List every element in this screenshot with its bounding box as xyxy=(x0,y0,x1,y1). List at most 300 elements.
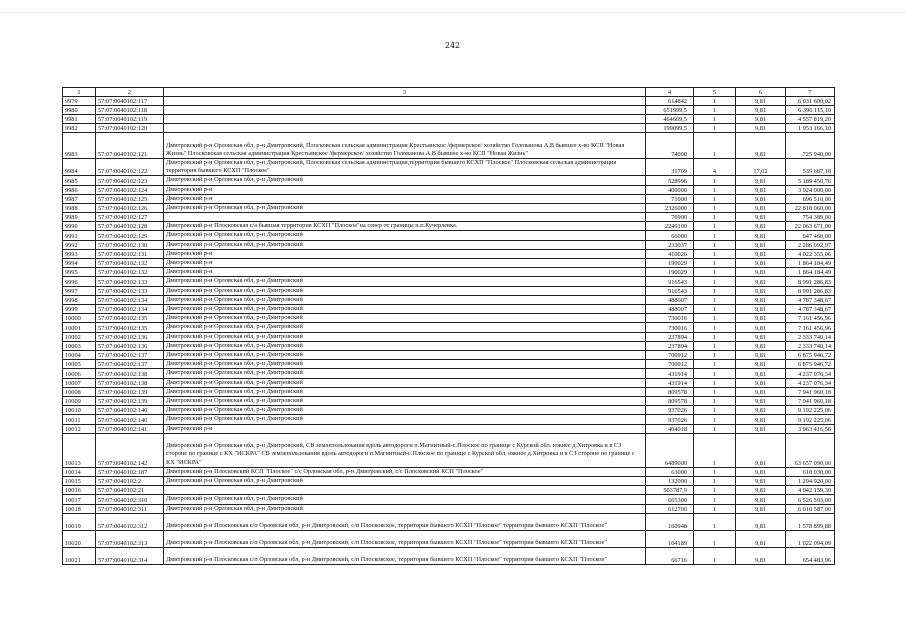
area-cell: 66716 xyxy=(646,547,694,564)
area-cell: 937026 xyxy=(646,415,694,424)
row-number-cell: 10013 xyxy=(63,433,96,467)
row-number-cell: 9988 xyxy=(63,204,96,213)
quantity-cell: 1 xyxy=(694,176,736,185)
description-cell: Дмитровский р-н Орловская обл, р-н Дмитровский xyxy=(164,387,646,396)
coefficient-cell: 9,81 xyxy=(736,305,786,314)
header-row xyxy=(63,88,835,97)
value-cell: 22 063 671,00 xyxy=(786,222,835,231)
coefficient-cell: 9,81 xyxy=(736,495,786,504)
area-cell: 464609,5 xyxy=(646,115,694,124)
table-row xyxy=(63,277,835,286)
description-cell: Дмитровский р-н Орловская обл, р-н Дмитровский xyxy=(164,504,646,513)
description-cell: Дмитровский р-н xyxy=(164,259,646,268)
quantity-cell: 1 xyxy=(694,295,736,304)
quantity-cell: 1 xyxy=(694,259,736,268)
area-cell: 2326000 xyxy=(646,204,694,213)
header-cell: 6 xyxy=(736,88,786,97)
area-cell: 199099,5 xyxy=(646,124,694,133)
area-cell: 612700 xyxy=(646,504,694,513)
description-cell: Дмитровский р-н Орловская обл, р-н Дмитровский xyxy=(164,341,646,350)
cadastral-number-cell: 57:07:0040102:128 xyxy=(96,222,164,231)
table-row xyxy=(63,433,835,467)
cadastral-number-cell: 57:07:0040102:133 xyxy=(96,277,164,286)
cadastral-number-cell: 57:07:0040102:123 xyxy=(96,176,164,185)
row-number-cell: 10014 xyxy=(63,467,96,476)
header-cell: 1 xyxy=(63,88,96,97)
row-number-cell: 9983 xyxy=(63,133,96,159)
value-cell: 7 161 456,96 xyxy=(786,314,835,323)
value-cell: 3 963 416,58 xyxy=(786,424,835,433)
coefficient-cell: 9,81 xyxy=(736,314,786,323)
row-number-cell: 9984 xyxy=(63,159,96,176)
cadastral-number-cell: 57:07:0040102:134 xyxy=(96,305,164,314)
description-cell: Дмитровский р-н Плосковский КСП "Плоское" с/с Орловская обл, р-н Дмитровский, с/с Плосковский КСП "Плоское" xyxy=(164,467,646,476)
coefficient-cell: 9,81 xyxy=(736,249,786,258)
row-number-cell: 10002 xyxy=(63,332,96,341)
row-number-cell: 9992 xyxy=(63,240,96,249)
table-row xyxy=(63,495,835,504)
quantity-cell: 1 xyxy=(694,323,736,332)
cadastral-number-cell: 57:07:0040102:142 xyxy=(96,433,164,467)
quantity-cell: 1 xyxy=(694,504,736,513)
row-number-cell: 10004 xyxy=(63,351,96,360)
area-cell: 63000 xyxy=(646,467,694,476)
quantity-cell: 1 xyxy=(694,467,736,476)
table-row xyxy=(63,387,835,396)
table-row xyxy=(63,467,835,476)
value-cell: 1 864 184,49 xyxy=(786,259,835,268)
value-cell: 8 991 286,83 xyxy=(786,286,835,295)
coefficient-cell: 9,81 xyxy=(736,176,786,185)
value-cell: 22 818 060,00 xyxy=(786,204,835,213)
row-number-cell: 10001 xyxy=(63,323,96,332)
area-cell: 190029 xyxy=(646,259,694,268)
table-row xyxy=(63,332,835,341)
row-number-cell: 9986 xyxy=(63,185,96,194)
table-row xyxy=(63,323,835,332)
header-cell: 2 xyxy=(96,88,164,97)
area-cell: 488007 xyxy=(646,305,694,314)
cadastral-number-cell: 57:07:0040102:311 xyxy=(96,504,164,513)
table-row xyxy=(63,314,835,323)
value-cell: 2 286 092,97 xyxy=(786,240,835,249)
description-cell: Дмитровский р-н Плосковская с/а бывшая территория КСХП "Плоское"на север от границы н.п.Кучерлевка. xyxy=(164,222,646,231)
description-cell: Дмитровский р-н Орловская обл, р-н Дмитровский xyxy=(164,351,646,360)
table-row xyxy=(63,513,835,530)
area-cell: 31709 xyxy=(646,159,694,176)
coefficient-cell: 9,81 xyxy=(736,295,786,304)
quantity-cell: 1 xyxy=(694,415,736,424)
value-cell: 4 237 076,34 xyxy=(786,378,835,387)
value-cell: 696 510,00 xyxy=(786,194,835,203)
cadastral-number-cell: 57:07:0040102:129 xyxy=(96,231,164,240)
cadastral-number-cell: 57:07:0040102:141 xyxy=(96,424,164,433)
area-cell: 76900 xyxy=(646,213,694,222)
coefficient-cell: 9,81 xyxy=(736,194,786,203)
cadastral-number-cell: 57:07:0040102:117 xyxy=(96,97,164,106)
description-cell: Дмитровский р-н xyxy=(164,268,646,277)
cadastral-number-cell: 57:07:0040102:125 xyxy=(96,194,164,203)
row-number-cell: 9980 xyxy=(63,106,96,115)
description-cell: Дмитровский р-н xyxy=(164,185,646,194)
area-cell: 700912 xyxy=(646,360,694,369)
value-cell: 7 941 960,18 xyxy=(786,387,835,396)
coefficient-cell: 9,81 xyxy=(736,231,786,240)
area-cell: 488007 xyxy=(646,295,694,304)
row-number-cell: 9985 xyxy=(63,176,96,185)
quantity-cell: 1 xyxy=(694,305,736,314)
value-cell: 4 022 355,06 xyxy=(786,249,835,258)
header-cell: 3 xyxy=(164,88,646,97)
description-cell: Дмитровский р-н Орловская обл, р-н Дмитровский xyxy=(164,277,646,286)
coefficient-cell: 9,81 xyxy=(736,185,786,194)
cadastral-number-cell: 57:07:0040102:2 xyxy=(96,477,164,486)
quantity-cell: 1 xyxy=(694,486,736,495)
row-number-cell: 9993 xyxy=(63,249,96,258)
table-row xyxy=(63,406,835,415)
cadastral-number-cell: 57:07:0040102:139 xyxy=(96,387,164,396)
coefficient-cell: 9,81 xyxy=(736,530,786,547)
value-cell: 6 010 587,00 xyxy=(786,504,835,513)
coefficient-cell: 9,81 xyxy=(736,277,786,286)
description-cell: Дмитровский р-н Орловская обл, р-н Дмитровский, СВ землепользования вдоль автодороги п.Магнитный-с.Плоское по границе с Курской обл. южнее д.Хитровка и в СЗ стороне по границе с КХ "ИСКРА" СВ землепользования вдоль автодороги п.Магнитный-с.Плоское по границе с Курской обл. южнее д.Хитровка и в СЗ стороне по границе с КХ "ИСКРА" xyxy=(164,433,646,467)
cadastral-number-cell: 57:07:0040102:140 xyxy=(96,415,164,424)
area-cell: 104189 xyxy=(646,530,694,547)
table-row xyxy=(63,369,835,378)
row-number-cell: 10021 xyxy=(63,547,96,564)
cadastral-number-cell: 57:07:0040102:119 xyxy=(96,115,164,124)
value-cell: 1 864 184,49 xyxy=(786,268,835,277)
quantity-cell: 1 xyxy=(694,222,736,231)
coefficient-cell: 9,81 xyxy=(736,106,786,115)
description-cell: Дмитровский р-н Орловская обл, р-н Дмитровский xyxy=(164,286,646,295)
quantity-cell: 1 xyxy=(694,513,736,530)
register-table xyxy=(62,87,835,565)
row-number-cell: 10005 xyxy=(63,360,96,369)
cadastral-number-cell: 57:07:0040102:122 xyxy=(96,159,164,176)
coefficient-cell: 9,81 xyxy=(736,115,786,124)
area-cell: 916543 xyxy=(646,286,694,295)
quantity-cell: 1 xyxy=(694,378,736,387)
row-number-cell: 10007 xyxy=(63,378,96,387)
coefficient-cell: 9,81 xyxy=(736,513,786,530)
table-row xyxy=(63,115,835,124)
quantity-cell: 1 xyxy=(694,387,736,396)
row-number-cell: 10015 xyxy=(63,477,96,486)
table-row xyxy=(63,286,835,295)
description-cell: Дмитровский р-н Орловская обл, р-н Дмитровский xyxy=(164,323,646,332)
cadastral-number-cell: 57:07:0040102:127 xyxy=(96,213,164,222)
row-number-cell: 9987 xyxy=(63,194,96,203)
description-cell: Дмитровский р-н Орловская обл, р-н Дмитровский xyxy=(164,240,646,249)
row-number-cell: 10018 xyxy=(63,504,96,513)
quantity-cell: 1 xyxy=(694,397,736,406)
quantity-cell: 1 xyxy=(694,286,736,295)
cadastral-number-cell: 57:07:0040102:139 xyxy=(96,397,164,406)
value-cell: 1 578 899,88 xyxy=(786,513,835,530)
coefficient-cell: 9,81 xyxy=(736,240,786,249)
table-row xyxy=(63,204,835,213)
value-cell: 654 483,96 xyxy=(786,547,835,564)
cadastral-number-cell: 57:07:0040102:133 xyxy=(96,286,164,295)
row-number-cell: 10003 xyxy=(63,341,96,350)
coefficient-cell: 9,81 xyxy=(736,378,786,387)
description-cell xyxy=(164,124,646,133)
description-cell: Дмитровский р-н Орловская обл, р-н Дмитровский xyxy=(164,332,646,341)
table-row xyxy=(63,159,835,176)
quantity-cell: 1 xyxy=(694,495,736,504)
quantity-cell: 1 xyxy=(694,268,736,277)
quantity-cell: 1 xyxy=(694,547,736,564)
coefficient-cell: 9,81 xyxy=(736,97,786,106)
cadastral-number-cell: 57:07:0040102:131 xyxy=(96,249,164,258)
description-cell: Дмитровский р-н Орловская обл, р-н Дмитровский xyxy=(164,305,646,314)
description-cell: Дмитровский р-н Орловская обл, р-н Дмитровский xyxy=(164,477,646,486)
quantity-cell: 1 xyxy=(694,240,736,249)
value-cell: 1 022 094,09 xyxy=(786,530,835,547)
value-cell: 725 940,00 xyxy=(786,133,835,159)
description-cell xyxy=(164,115,646,124)
table-row xyxy=(63,397,835,406)
row-number-cell: 9994 xyxy=(63,259,96,268)
coefficient-cell: 9,81 xyxy=(736,424,786,433)
row-number-cell: 10016 xyxy=(63,486,96,495)
description-cell: Дмитровский р-н xyxy=(164,249,646,258)
coefficient-cell: 9,81 xyxy=(736,124,786,133)
value-cell: 6 031 600,02 xyxy=(786,97,835,106)
cadastral-number-cell: 57:07:0040102:132 xyxy=(96,259,164,268)
coefficient-cell: 9,81 xyxy=(736,360,786,369)
area-cell: 614842 xyxy=(646,97,694,106)
area-cell: 66000 xyxy=(646,231,694,240)
row-number-cell: 9990 xyxy=(63,222,96,231)
coefficient-cell: 9,81 xyxy=(736,268,786,277)
row-number-cell: 10012 xyxy=(63,424,96,433)
area-cell: 431914 xyxy=(646,369,694,378)
row-number-cell: 10000 xyxy=(63,314,96,323)
coefficient-cell: 9,81 xyxy=(736,133,786,159)
table-row xyxy=(63,268,835,277)
value-cell: 4 237 076,34 xyxy=(786,369,835,378)
description-cell: Дмитровский р-н Орловская обл, р-н Дмитровский xyxy=(164,295,646,304)
description-cell: Дмитровский р-н xyxy=(164,194,646,203)
cadastral-number-cell: 57:07:0040102:138 xyxy=(96,369,164,378)
value-cell: 5 189 450,76 xyxy=(786,176,835,185)
description-cell: Дмитровский р-н Плосковская с/п Орловская обл, р-н Дмитровский, с/п Плосковское, территория бывшего КСХП "Плоское" территория бывшего КСХП "Плоское" xyxy=(164,513,646,530)
description-cell: Дмитровский р-н Орловская обл, р-н Дмитровский xyxy=(164,378,646,387)
area-cell: 730016 xyxy=(646,323,694,332)
coefficient-cell: 9,81 xyxy=(736,406,786,415)
cadastral-number-cell: 57:07:0040102:135 xyxy=(96,314,164,323)
quantity-cell: 1 xyxy=(694,341,736,350)
row-number-cell: 10017 xyxy=(63,495,96,504)
row-number-cell: 9981 xyxy=(63,115,96,124)
description-cell: Дмитровский р-н Орловская обл, р-н Дмитровский xyxy=(164,231,646,240)
table-row xyxy=(63,106,835,115)
quantity-cell: 1 xyxy=(694,194,736,203)
table-row xyxy=(63,176,835,185)
value-cell: 4 942 159,30 xyxy=(786,486,835,495)
row-number-cell: 9996 xyxy=(63,277,96,286)
coefficient-cell: 9,81 xyxy=(736,351,786,360)
description-cell: Дмитровский р-н Орловская обл, р-н Дмитровский xyxy=(164,204,646,213)
table-row xyxy=(63,424,835,433)
description-cell: Дмитровский р-н Орловская обл, р-н Дмитровский, Плосковская сельская администрация Крестьянское /фермерское/ хозяйство Голованова А.В бывшее х-во КСП "Новая Жизнь" Плосковская сельская администрация Крестьянское /фермерское/ хозяйство Голованова А.В бывшее х-во КСП "Новая Жизнь" xyxy=(164,133,646,159)
cadastral-number-cell: 57:07:0040102:118 xyxy=(96,106,164,115)
cadastral-number-cell: 57:07:0040102:313 xyxy=(96,530,164,547)
description-cell: Дмитровский р-н Плосковская с/п Орловская обл, р-н Дмитровский, с/п Плосковское, территория бывшего КСХП "Плоское" территория бывшего КСХП "Плоское" xyxy=(164,547,646,564)
row-number-cell: 9999 xyxy=(63,305,96,314)
row-number-cell: 10008 xyxy=(63,387,96,396)
coefficient-cell: 9,81 xyxy=(736,547,786,564)
quantity-cell: 1 xyxy=(694,433,736,467)
area-cell: 132000 xyxy=(646,477,694,486)
cadastral-number-cell: 57:07:0040102:121 xyxy=(96,133,164,159)
area-cell: 809578 xyxy=(646,397,694,406)
table-row xyxy=(63,378,835,387)
area-cell: 237894 xyxy=(646,341,694,350)
area-cell: 431914 xyxy=(646,378,694,387)
quantity-cell: 1 xyxy=(694,204,736,213)
cadastral-number-cell: 57:07:0040102:137 xyxy=(96,351,164,360)
table-row xyxy=(63,124,835,133)
value-cell: 6 526 593,00 xyxy=(786,495,835,504)
description-cell: Дмитровский р-н Орловская обл, р-н Дмитровский xyxy=(164,314,646,323)
description-cell xyxy=(164,106,646,115)
quantity-cell: 1 xyxy=(694,133,736,159)
table-row xyxy=(63,194,835,203)
page-number: 242 xyxy=(444,41,461,50)
area-cell: 700912 xyxy=(646,351,694,360)
cadastral-number-cell: 57:07:0040102:136 xyxy=(96,332,164,341)
coefficient-cell: 9,81 xyxy=(736,415,786,424)
row-number-cell: 10019 xyxy=(63,513,96,530)
cadastral-number-cell: 57:07:0040102:310 xyxy=(96,495,164,504)
table-row xyxy=(63,486,835,495)
area-cell: 730016 xyxy=(646,314,694,323)
quantity-cell: 1 xyxy=(694,369,736,378)
coefficient-cell: 9,81 xyxy=(736,332,786,341)
description-cell: Дмитровский р-н Орловская обл, р-н Дмитровский xyxy=(164,406,646,415)
area-cell: 410026 xyxy=(646,249,694,258)
description-cell xyxy=(164,213,646,222)
row-number-cell: 10020 xyxy=(63,530,96,547)
area-cell: 2249100 xyxy=(646,222,694,231)
value-cell: 4 787 348,67 xyxy=(786,305,835,314)
table-row xyxy=(63,231,835,240)
row-number-cell: 9979 xyxy=(63,97,96,106)
area-cell: 71000 xyxy=(646,194,694,203)
row-number-cell: 9982 xyxy=(63,124,96,133)
area-cell: 74000 xyxy=(646,133,694,159)
table-row xyxy=(63,295,835,304)
description-cell: Дмитровский р-н xyxy=(164,424,646,433)
quantity-cell: 1 xyxy=(694,106,736,115)
quantity-cell: 1 xyxy=(694,231,736,240)
table-row xyxy=(63,341,835,350)
header-cell: 7 xyxy=(786,88,835,97)
quantity-cell: 1 xyxy=(694,360,736,369)
value-cell: 1 953 166,10 xyxy=(786,124,835,133)
cadastral-number-cell: 57:07:0040102:135 xyxy=(96,323,164,332)
row-number-cell: 10006 xyxy=(63,369,96,378)
row-number-cell: 9995 xyxy=(63,268,96,277)
quantity-cell: 1 xyxy=(694,351,736,360)
area-cell: 528996 xyxy=(646,176,694,185)
coefficient-cell: 9,81 xyxy=(736,286,786,295)
row-number-cell: 10009 xyxy=(63,397,96,406)
coefficient-cell: 17,02 xyxy=(736,159,786,176)
coefficient-cell: 9,81 xyxy=(736,486,786,495)
quantity-cell: 1 xyxy=(694,332,736,341)
table-row xyxy=(63,97,835,106)
value-cell: 2 333 740,14 xyxy=(786,341,835,350)
coefficient-cell: 9,81 xyxy=(736,397,786,406)
area-cell: 916543 xyxy=(646,277,694,286)
row-number-cell: 9991 xyxy=(63,231,96,240)
value-cell: 2 333 740,14 xyxy=(786,332,835,341)
description-cell xyxy=(164,97,646,106)
coefficient-cell: 9,81 xyxy=(736,477,786,486)
coefficient-cell: 9,81 xyxy=(736,222,786,231)
description-cell: Дмитровский р-н Орловская обл, р-н Дмитровский xyxy=(164,397,646,406)
table-row xyxy=(63,249,835,258)
table-row xyxy=(63,213,835,222)
area-cell: 233037 xyxy=(646,240,694,249)
value-cell: 618 030,00 xyxy=(786,467,835,476)
coefficient-cell: 9,81 xyxy=(736,204,786,213)
coefficient-cell: 9,81 xyxy=(736,213,786,222)
cadastral-number-cell: 57:07:0040102:138 xyxy=(96,378,164,387)
area-cell: 503787,9 xyxy=(646,486,694,495)
description-cell: Дмитровский р-н Орловская обл, р-н Дмитровский xyxy=(164,360,646,369)
cadastral-number-cell: 57:07:0040102:120 xyxy=(96,124,164,133)
description-cell: Дмитровский р-н Плосковская с/п Орловская обл, р-н Дмитровский, с/п Плосковское, территория бывшего КСХП "Плоское" территория бывшего КСХП "Плоское" xyxy=(164,530,646,547)
row-number-cell: 9997 xyxy=(63,286,96,295)
table-row xyxy=(63,185,835,194)
row-number-cell: 10011 xyxy=(63,415,96,424)
area-cell: 160948 xyxy=(646,513,694,530)
value-cell: 6 875 946,72 xyxy=(786,351,835,360)
quantity-cell: 1 xyxy=(694,277,736,286)
value-cell: 7 941 960,18 xyxy=(786,397,835,406)
cadastral-number-cell: 57:07:0040102:130 xyxy=(96,240,164,249)
cadastral-number-cell: 57:07:0040102:187 xyxy=(96,467,164,476)
value-cell: 8 991 286,83 xyxy=(786,277,835,286)
quantity-cell: 1 xyxy=(694,530,736,547)
row-number-cell: 9998 xyxy=(63,295,96,304)
quantity-cell: 1 xyxy=(694,406,736,415)
cadastral-number-cell: 57:07:0040102:312 xyxy=(96,513,164,530)
area-cell: 665300 xyxy=(646,495,694,504)
value-cell: 7 161 456,96 xyxy=(786,323,835,332)
cadastral-number-cell: 57:07:0040102:134 xyxy=(96,295,164,304)
value-cell: 63 657 090,00 xyxy=(786,433,835,467)
coefficient-cell: 9,81 xyxy=(736,369,786,378)
area-cell: 404018 xyxy=(646,424,694,433)
area-cell: 6489000 xyxy=(646,433,694,467)
area-cell: 651999,5 xyxy=(646,106,694,115)
value-cell: 9 192 225,06 xyxy=(786,415,835,424)
description-cell: Дмитровский р-н Орловская обл, р-н Дмитровский, Плосковская сельская администрация,территория бывшего КСХП "Плоское" Плосковская сельская администрация территория бывшего КСХП "Плоское" xyxy=(164,159,646,176)
area-cell: 400000 xyxy=(646,185,694,194)
value-cell: 3 924 000,00 xyxy=(786,185,835,194)
cadastral-number-cell: 57:07:0040102:140 xyxy=(96,406,164,415)
value-cell: 4 557 819,20 xyxy=(786,115,835,124)
quantity-cell: 1 xyxy=(694,314,736,323)
table-row xyxy=(63,477,835,486)
cadastral-number-cell: 57:07:0040102:132 xyxy=(96,268,164,277)
